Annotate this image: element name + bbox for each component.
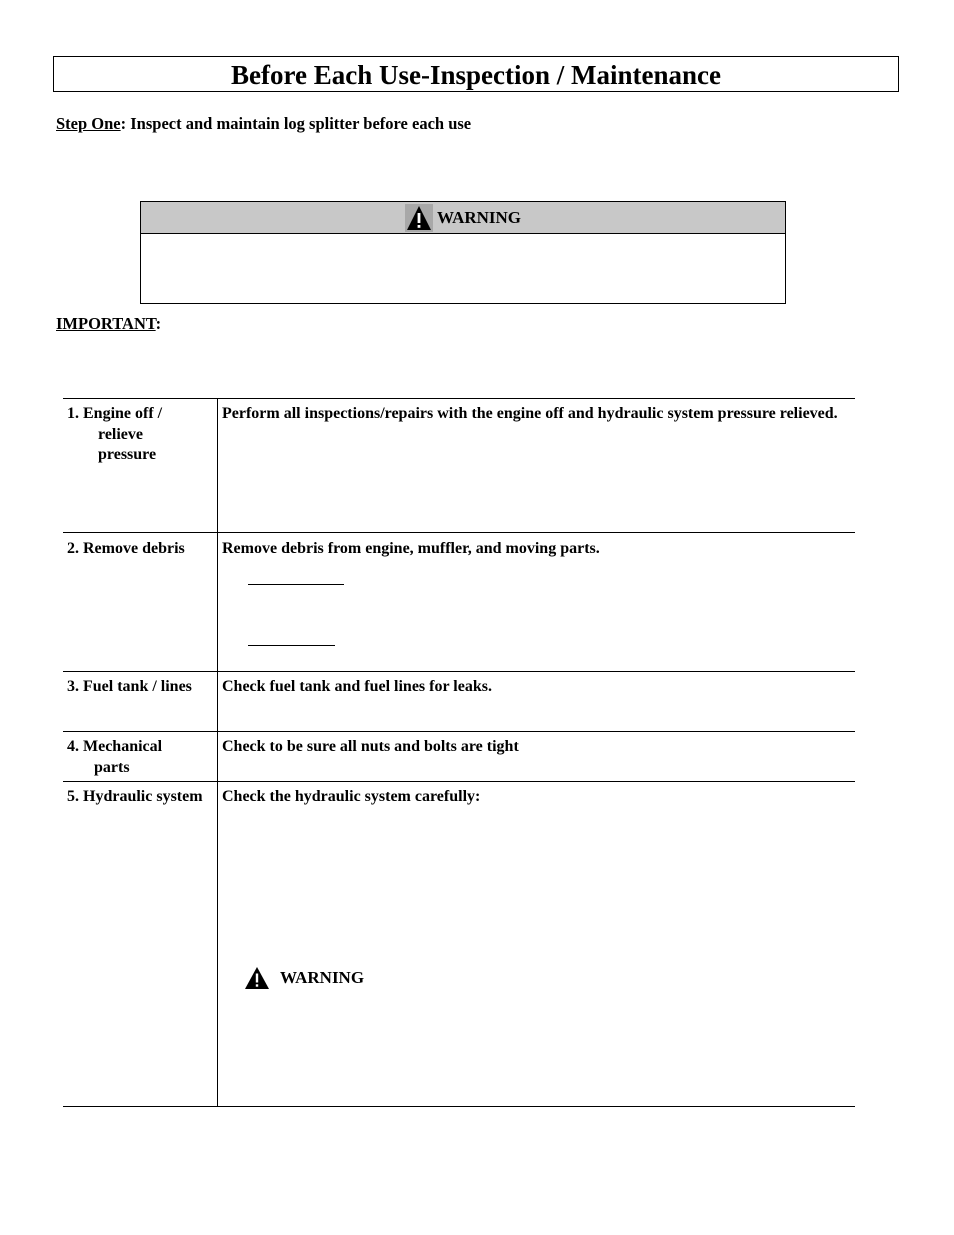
- table-row-label: 4. Mechanical parts: [67, 738, 163, 776]
- warning-label: WARNING: [280, 968, 365, 987]
- important-line: [56, 314, 161, 334]
- page-title-box: [53, 56, 899, 92]
- underline-blank: [248, 584, 344, 585]
- warning-triangle-icon: [244, 966, 270, 990]
- warning-box: [140, 201, 786, 304]
- table-row-description: Check to be sure all nuts and bolts are tight: [222, 738, 519, 755]
- table-column-divider: [217, 398, 218, 1106]
- important-colon: :: [155, 314, 162, 333]
- underline-blank: [248, 645, 335, 646]
- table-row-label: 2. Remove debris: [67, 540, 185, 557]
- table-row-divider: [63, 532, 855, 533]
- table-top-rule: [63, 398, 855, 399]
- hydraulic-warning: [244, 966, 364, 990]
- table-row-description: Remove debris from engine, muffler, and moving parts.: [222, 540, 600, 557]
- warning-label: WARNING: [436, 207, 522, 227]
- table-row-description: Check the hydraulic system carefully:: [222, 788, 481, 805]
- table-row-description: Check fuel tank and fuel lines for leaks.: [222, 678, 492, 695]
- step-one-line: [56, 114, 471, 134]
- warning-header: [141, 202, 785, 234]
- table-row-divider: [63, 731, 855, 732]
- table-row-label: 3. Fuel tank / lines: [67, 678, 192, 695]
- table-bottom-rule: [63, 1106, 855, 1107]
- table-row-description: Perform all inspections/repairs with the engine off and hydraulic system pressure relieved.: [222, 405, 838, 422]
- step-label: Step One: [56, 114, 121, 133]
- warning-triangle-icon: [405, 204, 433, 232]
- important-label: IMPORTANT: [56, 314, 156, 333]
- table-row-divider: [63, 671, 855, 672]
- table-row-divider: [63, 781, 855, 782]
- page-title: Before Each Use-Inspection / Maintenance: [231, 60, 721, 90]
- step-text: : Inspect and maintain log splitter before each use: [120, 114, 472, 133]
- table-row-label: 1. Engine off / relieve pressure: [67, 405, 163, 463]
- table-row-label: 5. Hydraulic system: [67, 788, 203, 805]
